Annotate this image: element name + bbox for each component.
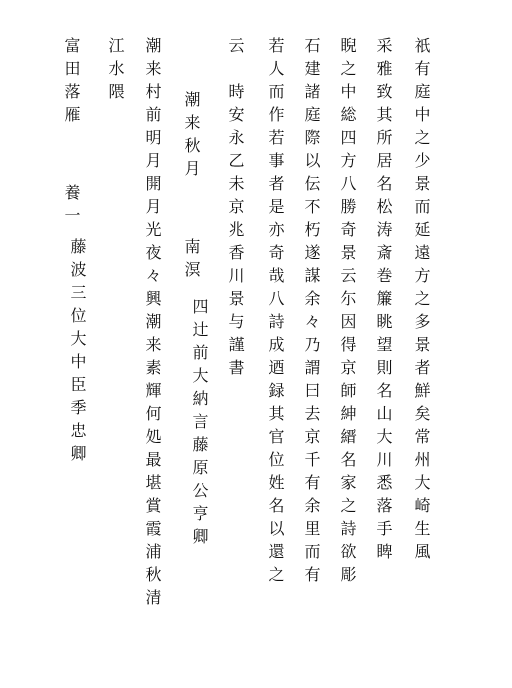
poem-line: 江水隈 xyxy=(106,37,125,106)
text-line: 云 時安永乙未京兆香川景与謹書 xyxy=(226,37,245,382)
text-line: 祇有庭中之少景而延遠方之多景者鮮矣常州大崎生風 xyxy=(412,37,431,566)
next-poem-author: 藤波三位大中臣季忠卿 xyxy=(68,238,87,468)
text-line: 采雅致其所居名松涛斎巻簾眺望則名山大川悉落手睥 xyxy=(374,37,393,566)
poem-author: 四辻前大納言藤原公亨卿 xyxy=(190,298,209,551)
poem-title: 潮来秋月 xyxy=(182,91,201,183)
text-line: 石建諸庭際以伝不朽遂謀余々乃謂曰去京千有余里而有 xyxy=(302,37,321,589)
text-line: 睨之中総四方八勝奇景云尓因得京師紳縉名家之詩欲彫 xyxy=(338,37,357,589)
poem-author-group: 南溟 xyxy=(182,238,201,284)
next-poem-title: 富田落雁 xyxy=(62,37,81,129)
poem-line: 潮来村前明月開月光夜々興潮来素輝何処最堪賞霞浦秋清 xyxy=(143,37,162,612)
text-line: 若人而作若事者是亦奇哉八詩成迺録其官位姓名以還之 xyxy=(266,37,285,589)
next-poem-author-group: 養一 xyxy=(62,184,81,230)
